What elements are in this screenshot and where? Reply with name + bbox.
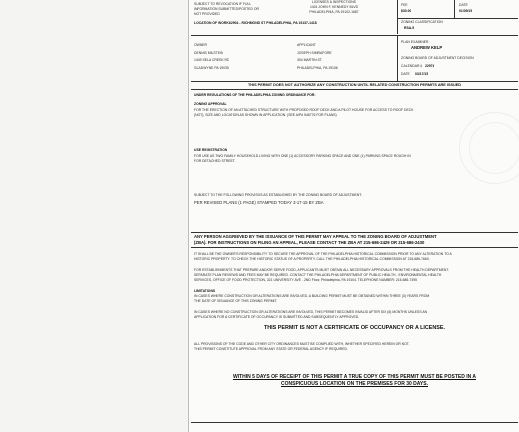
limitations-heading: LIMITATIONS	[194, 289, 216, 293]
notice-top-rule	[191, 81, 518, 82]
header-divider	[397, 0, 398, 34]
limitations-line-2: THE DATE OF ISSUANCE OF THIS ZONING PERMIT.	[194, 299, 278, 303]
use-registration-heading: USE REGISTRATION	[194, 148, 228, 152]
posting-line-1: WITHIN 5 DAYS OF RECEIPT OF THIS PERMIT A TRUE COPY OF THIS PERMIT MUST BE POSTED IN A	[232, 374, 477, 380]
decision-date-label: DATE	[401, 72, 410, 76]
zoning-class-label: ZONING CLASSIFICATION	[401, 20, 443, 24]
owner-address-2: GLADWYNE PA 19035	[194, 66, 229, 70]
appeal-line-2: (ZBA). FOR INSTRUCTIONS ON FILING AN APPEAL, PLEASE CONTACT THE ZBA AT 215-686-2429 OR 215-686-2430	[194, 240, 425, 245]
dept-city: PHILADELPHIA, PA 19102-1687	[309, 10, 359, 14]
calendar-value: 22974	[425, 64, 435, 68]
decision-date-value: 03/17/15	[415, 72, 429, 76]
applicant-label: APPLICANT	[297, 43, 316, 47]
header-bottom-rule	[191, 35, 518, 36]
applicant-name: JOSEPH SIMRAFORE	[297, 51, 332, 55]
posting-line-2: CONSPICUOUS LOCATION ON THE PREMISES FOR 30 DAYS.	[281, 381, 428, 387]
fee-label: FEE	[401, 3, 408, 7]
provisos-line-2: PER REVISED PLANS (1 PAGE) STAMPED TODAY 3-17-15 BY ZBA	[194, 200, 324, 205]
provisions-line-2: THIS PERMIT CONSTITUTE APPROVAL FROM ANY STATE OR FEDERAL AGENCY IF REQUIRED.	[194, 347, 348, 351]
date-value: 01/09/15	[459, 9, 473, 13]
food-line-1: FOR ESTABLISHMENTS THAT PREPARE AND/OR SERVE FOOD, APPLICANTS MUST OBTAIN ALL NECESSARY APPROVALS FROM THE HEALTH DEPARTMENT.	[194, 268, 449, 272]
appeal-bottom-rule	[191, 247, 518, 248]
examiner-label: PLAN EXAMINER	[401, 40, 429, 44]
food-line-2: SEPARATE PLAN REVIEWS AND FEES MAY BE REQUIRED. CONTACT THE PHILADELPHIA DEPARTMENT OF PUBLIC HEALTH - ENVIRONMENTAL HEALTH	[194, 273, 442, 277]
provisions-line-1: ALL PROVISIONS OF THE CODE AND OTHER CITY ORDINANCES MUST BE COMPLIED WITH, WHETHER SPECIFIED HEREIN OR NOT.	[194, 342, 410, 346]
notice-bottom-rule	[191, 89, 518, 90]
not-certificate-statement: THIS PERMIT IS NOT A CERTIFICATE OF OCCUPANCY OR A LICENSE.	[264, 325, 445, 331]
zoning-approval-line-1: FOR THE ERECTION OF AN ATTACHED STRUCTURE WITH PROPOSED ROOF DECK AND A PILOT HOUSE FOR ACCESS TO ROOF DECK	[194, 108, 414, 112]
fee-value: $30.00	[401, 9, 412, 13]
zoning-approval-line-2: (NOT), SIZE AND LOCATION AS SHOWN IN APPLICATION. (SEE A/P# 546776 FOR PLANS)	[194, 113, 337, 117]
owner-label: OWNER	[194, 43, 207, 47]
examiner-name: ANDREW KELP	[411, 45, 443, 50]
zoning-class-value: RSA-5	[404, 26, 415, 30]
document-bottom-rule	[191, 422, 518, 423]
board-decision-line: ZONING BOARD OF ADJUSTMENT DECISION	[401, 56, 474, 60]
limitations-line-3: IN CASES WHERE NO CONSTRUCTION OR ALTERATIONS ARE INVOLVED, THIS PERMIT BECOMES INVALID AFTER SIX (6) MONTHS UNLESS AN	[194, 310, 428, 314]
dept-name: LICENSES & INSPECTIONS	[312, 0, 356, 4]
historic-line-2: HISTORIC PROPERTY. TO CHECK THE HISTORIC STATUS OF A PROPERTY, CALL THE PHILADELPHIA HISTORICAL COMMISSION AT 215-686-7660.	[194, 257, 430, 261]
fee-date-divider	[454, 0, 455, 18]
header-rule-right	[397, 18, 518, 19]
location-value: 02904 - RICHMOND ST PHILADELPHIA, PA 19137-1418	[229, 21, 317, 25]
provisos-line-1: SUBJECT TO THE FOLLOWING PROVISOS AS ESTABLISHED BY THE ZONING BOARD OF ADJUSTMENT:	[194, 193, 362, 197]
dept-address: 1401 JOHN F. KENNEDY BLVD	[309, 5, 359, 9]
zoning-approval-heading: ZONING APPROVAL	[194, 102, 227, 106]
applicant-address-1: 304 MARTIN ST	[297, 58, 322, 62]
use-registration-line-1: FOR USE AS TWO FAMILY HOUSEHOLD LIVING WITH ONE (1) ACCESSORY PARKING SPACE AND ONE (1) PARKING SPACE ROUGH IN	[194, 154, 411, 158]
revocation-note-1: SUBJECT TO REVOCATION IF FULL	[194, 2, 252, 6]
calendar-label: CALENDAR #	[401, 64, 423, 68]
location-label: LOCATION OF WORK:	[194, 21, 230, 25]
food-line-3: SERVICES, OFFICE OF FOOD PROTECTION, 321 UNIVERSITY AVE - 2ND Floor, Philadelphia, PA 19104. TELEPHONE NUMBER: 215-685-7495	[194, 278, 417, 282]
applicant-address-2: PHILADELPHIA, PA 19106	[297, 66, 338, 70]
revocation-note-3: NOT PROVIDED	[194, 12, 220, 16]
use-registration-line-2: FOR DETACHED STREET.	[194, 159, 236, 163]
date-label: DATE	[459, 3, 468, 7]
notice-bar: THIS PERMIT DOES NOT AUTHORIZE ANY CONSTRUCTION UNTIL RELATED CONSTRUCTION PERMITS ARE ISSUED	[247, 83, 462, 87]
owner-name: DENNIS MILSTEIN	[194, 51, 224, 55]
revocation-note-2: INFORMATION SUBMITTED/POSTED OR	[194, 7, 259, 11]
examiner-divider	[397, 35, 398, 81]
appeal-line-1: ANY PERSON AGGRIEVED BY THE ISSUANCE OF THIS PERMIT MAY APPEAL TO THE ZONING BOARD OF ADJUSTMENT	[194, 234, 437, 239]
historic-line-1: IT SHALL BE THE OWNER'S RESPONSIBILITY TO SECURE THE APPROVAL OF THE PHILADELPHIA HISTORICAL COMMISSION PRIOR TO ANY ALTERATION TO A	[194, 252, 452, 256]
owner-address-1: 1449 SELA CREEK RD	[194, 58, 230, 62]
limitations-line-1: IN CASES WHERE CONSTRUCTION OR ALTERATIONS ARE INVOLVED, A BUILDING PERMIT MUST BE OBTAINED WITHIN THREE (3) YEARS FROM	[194, 294, 430, 298]
appeal-top-rule	[191, 232, 518, 233]
regulations-heading: UNDER REGULATIONS OF THE PHILADELPHIA ZONING ORDINANCE FOR:	[194, 93, 316, 97]
zoning-permit-document	[188, 0, 519, 432]
limitations-line-4: APPLICATION FOR A CERTIFICATE OF OCCUPANCY IS SUBMITTED AND SUBSEQUENTLY APPROVED.	[194, 315, 360, 319]
watermark-seal-inner	[469, 122, 519, 174]
